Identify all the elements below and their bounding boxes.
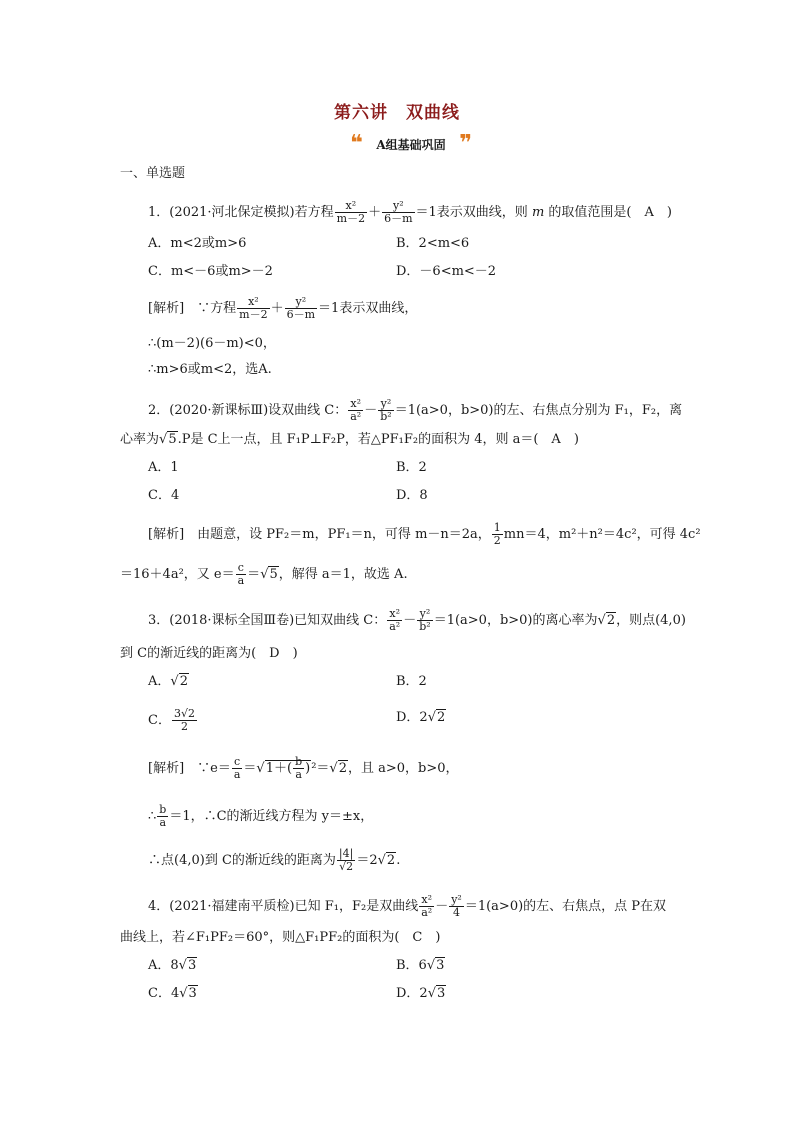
question-2-solution: [解析] 由题意，设 PF₂＝m，PF₁＝n，可得 m－n＝2a， $\frac{1}{2}$ mn＝4，m²＋n²＝4c²，可得 4c² — [148, 521, 701, 547]
question-1-option-c: C．m<－6或m>－2 — [148, 264, 273, 279]
question-2-stem: 2．(2020·新课标Ⅲ)设双曲线 C： $\frac{\text{x²}}{\text{a²}}$ － $\frac{\text{y²}}{\text{b²}}$ ＝1(a>0，b>0)的左、右焦点分别为 F₁，F₂，离 — [148, 397, 683, 423]
question-4-option-d: D．2√3 — [396, 986, 446, 1001]
question-2-option-a: A．1 — [148, 460, 179, 475]
question-2-option-c: C．4 — [148, 488, 180, 503]
question-1-solution-line-2: ∴(m－2)(6－m)<0， — [148, 336, 276, 351]
question-1-solution: [解析] ∵方程 $\frac{\text{x²}}{m-2}$ ＋ $\frac{\text{y²}}{6-m}$ ＝1表示双曲线， — [148, 295, 418, 321]
question-4-option-a: A．8√3 — [148, 958, 197, 973]
section-banner — [348, 133, 474, 155]
page-title: 第六讲 双曲线 — [334, 103, 460, 123]
question-3-option-a: A．√2 — [148, 674, 188, 689]
question-4-stem: 4．(2021·福建南平质检)已知 F₁，F₂是双曲线 $\frac{\text{x²}}{\text{a²}}$ － $\frac{\text{y²}}{4}$ ＝1(a>0)的左、右焦点，点 P在双 — [148, 893, 667, 919]
question-3-solution: [解析] ∵e＝ $\frac{c}{a}$ ＝√1＋( $\frac{b}{a}$ )²＝√2，且 a>0，b>0， — [148, 755, 459, 781]
question-3-option-b: B．2 — [396, 674, 427, 689]
question-3-solution-line-2: ∴ $\frac{b}{a}$ ＝1，∴C的渐近线方程为 y＝±x， — [148, 803, 374, 829]
question-4-stem-line-2: 曲线上，若∠F₁PF₂＝60°，则△F₁PF₂的面积为( C ) — [120, 930, 441, 945]
banner-label: A组基础巩固 — [376, 138, 446, 152]
question-3-stem-line-2: 到 C的渐近线的距离为( D ) — [120, 646, 298, 661]
question-1-stem: 1．(2021·河北保定模拟)若方程 $\frac{\text{x²}}{m-2}$ ＋ $\frac{\text{y²}}{6-m}$ ＝1表示双曲线，则 m 的取值范围是( A ) — [148, 199, 672, 225]
section-heading: 一、单选题 — [120, 166, 186, 181]
question-4-option-c: C．4√3 — [148, 986, 197, 1001]
question-1-solution-line-3: ∴m>6或m<2，选A. — [148, 362, 272, 377]
question-1-option-d: D．－6<m<－2 — [396, 264, 497, 279]
question-2-stem-line-2: 心率为√5.P是 C上一点，且 F₁P⊥F₂P，若△PF₁F₂的面积为 4，则 a＝( A ) — [120, 432, 579, 447]
question-3-stem: 3．(2018·课标全国Ⅲ卷)已知双曲线 C： $\frac{\text{x²}}{\text{a²}}$ － $\frac{\text{y²}}{\text{b²}}$ ＝1(a>0，b>0)的离心率为√2，则点(4,0) — [148, 607, 686, 633]
question-1-option-a: A．m<2或m>6 — [148, 236, 247, 251]
question-3-option-d: D．2√2 — [396, 710, 446, 725]
question-1-option-b: B．2<m<6 — [396, 236, 470, 251]
close-quote-icon: ❞ — [459, 131, 472, 156]
question-2-option-b: B．2 — [396, 460, 427, 475]
question-3-solution-line-3: ∴点(4,0)到 C的渐近线的距离为 $\frac{|4|}{√2}$ ＝2√2. — [148, 847, 401, 873]
question-2-option-d: D．8 — [396, 488, 428, 503]
open-quote-icon: ❝ — [350, 131, 363, 156]
question-2-solution-line-2: ＝16＋4a²，又 e＝ $\frac{c}{a}$ ＝√5，解得 a＝1，故选 A. — [120, 561, 408, 587]
question-3-option-c: C． $\frac{3√2}{2}$ — [148, 707, 195, 733]
question-4-option-b: B．6√3 — [396, 958, 445, 973]
